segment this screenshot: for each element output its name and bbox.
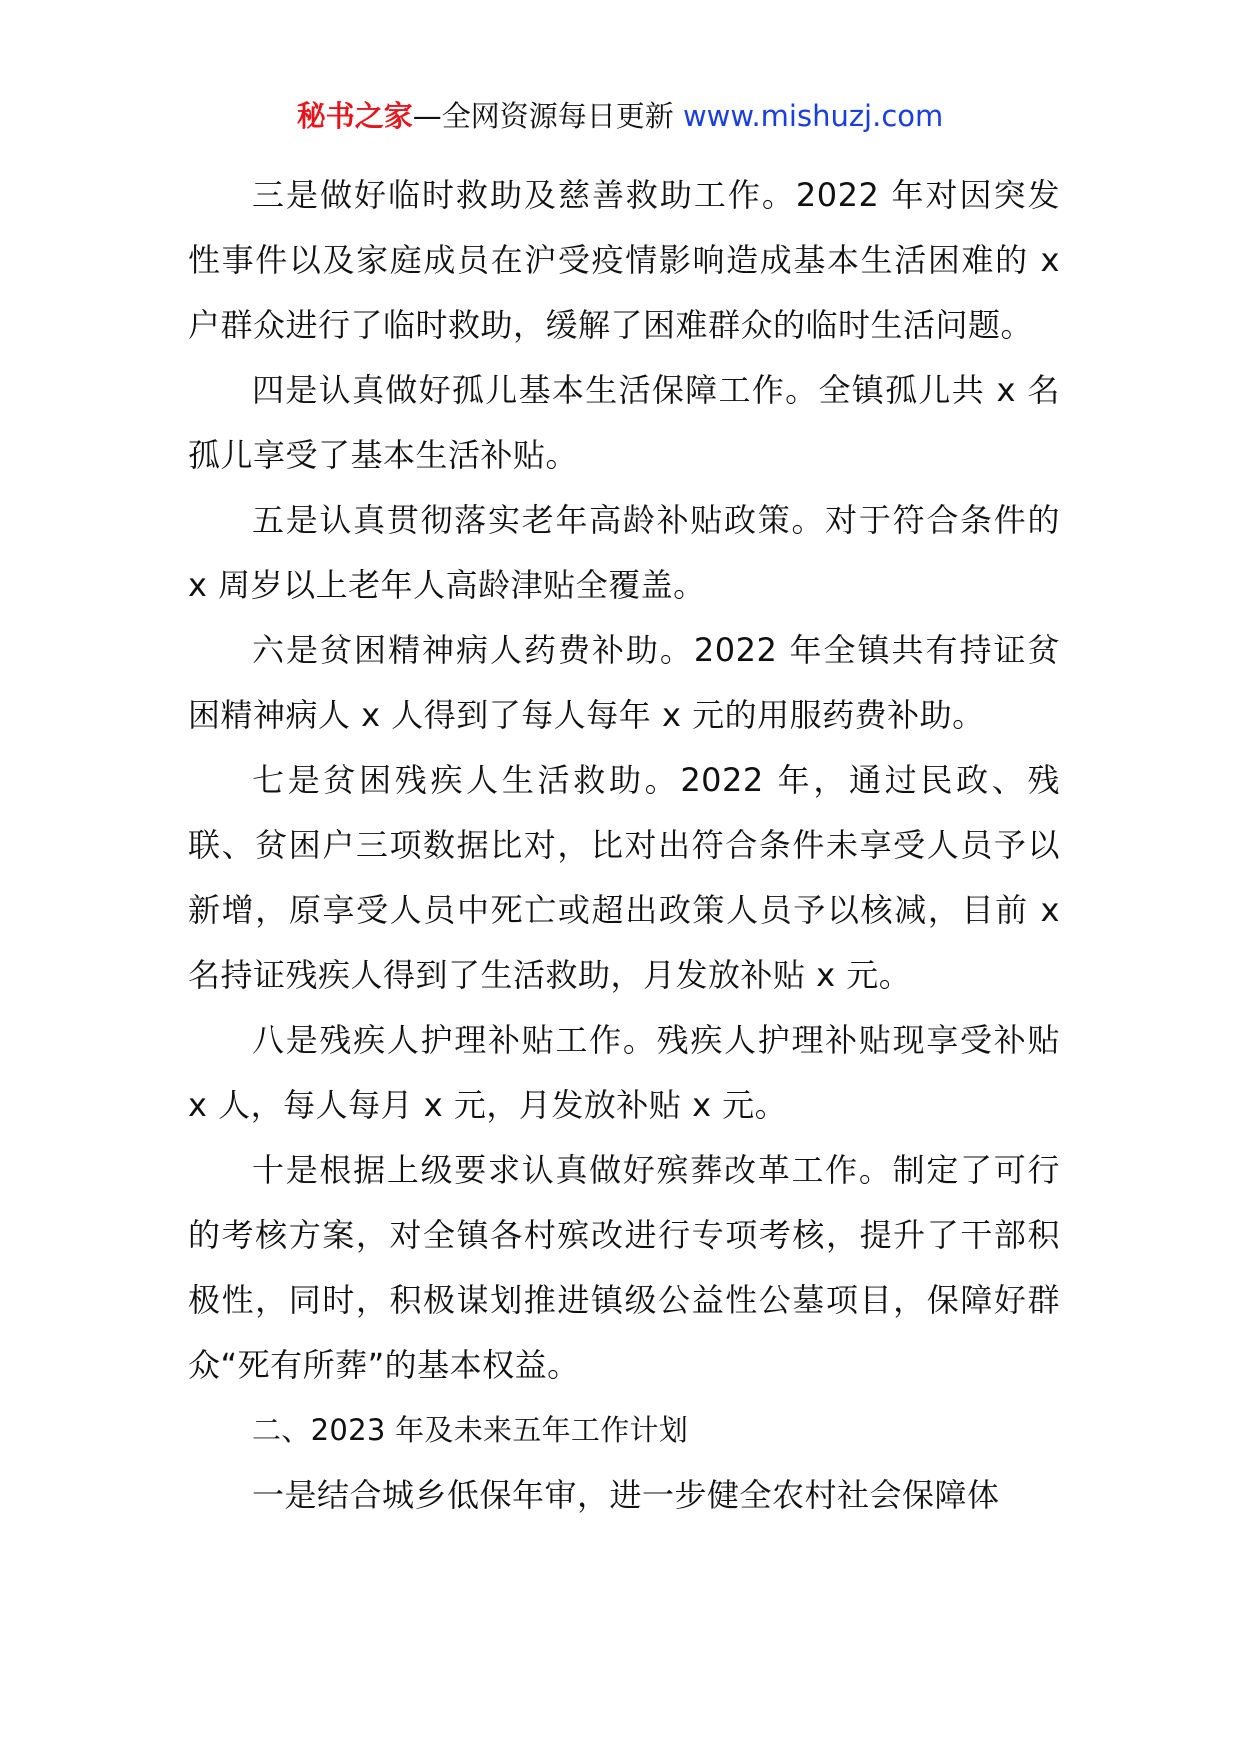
site-header [0,96,1240,136]
paragraph-low-income-review: 一是结合城乡低保年审，进一步健全农村社会保障体 [252,1476,1000,1514]
paragraph-disabled-relief: 七是贫困残疾人生活救助。2022 年，通过民政、残联、贫困户三项数据比对，比对出符合条件未享受人员予以新增，原享受人员中死亡或超出政策人员予以核减，目前 x 名持证残疾人得到了生活救助，月发放补贴 x 元。 [188,761,1060,994]
paragraph-elderly-subsidy: 五是认真贯彻落实老年高龄补贴政策。对于符合条件的 x 周岁以上老年人高龄津贴全覆盖。 [188,501,1060,604]
section-heading-work-plan: 二、2023 年及未来五年工作计划 [252,1413,689,1447]
paragraph-orphan-support: 四是认真做好孤儿基本生活保障工作。全镇孤儿共 x 名孤儿享受了基本生活补贴。 [188,371,1060,474]
paragraph-funeral-reform: 十是根据上级要求认真做好殡葬改革工作。制定了可行的考核方案，对全镇各村殡改进行专项考核，提升了干部积极性，同时，积极谋划推进镇级公益性公墓项目，保障好群众“死有所葬”的基本权益。 [188,1151,1060,1384]
paragraph-mental-illness-aid: 六是贫困精神病人药费补助。2022 年全镇共有持证贫困精神病人 x 人得到了每人每年 x 元的用服药费补助。 [188,631,1060,734]
paragraph-temporary-relief: 三是做好临时救助及慈善救助工作。2022 年对因突发性事件以及家庭成员在沪受疫情影响造成基本生活困难的 x 户群众进行了临时救助，缓解了困难群众的临时生活问题。 [188,176,1060,344]
brand-name: 秘书之家 [296,99,413,133]
site-url-link[interactable]: www.mishuzj.com [682,99,944,133]
paragraph-nursing-subsidy: 八是残疾人护理补贴工作。残疾人护理补贴现享受补贴 x 人，每人每月 x 元，月发放补贴 x 元。 [188,1021,1060,1124]
document-body [188,163,1060,1528]
header-slogan: —全网资源每日更新 [412,99,683,133]
